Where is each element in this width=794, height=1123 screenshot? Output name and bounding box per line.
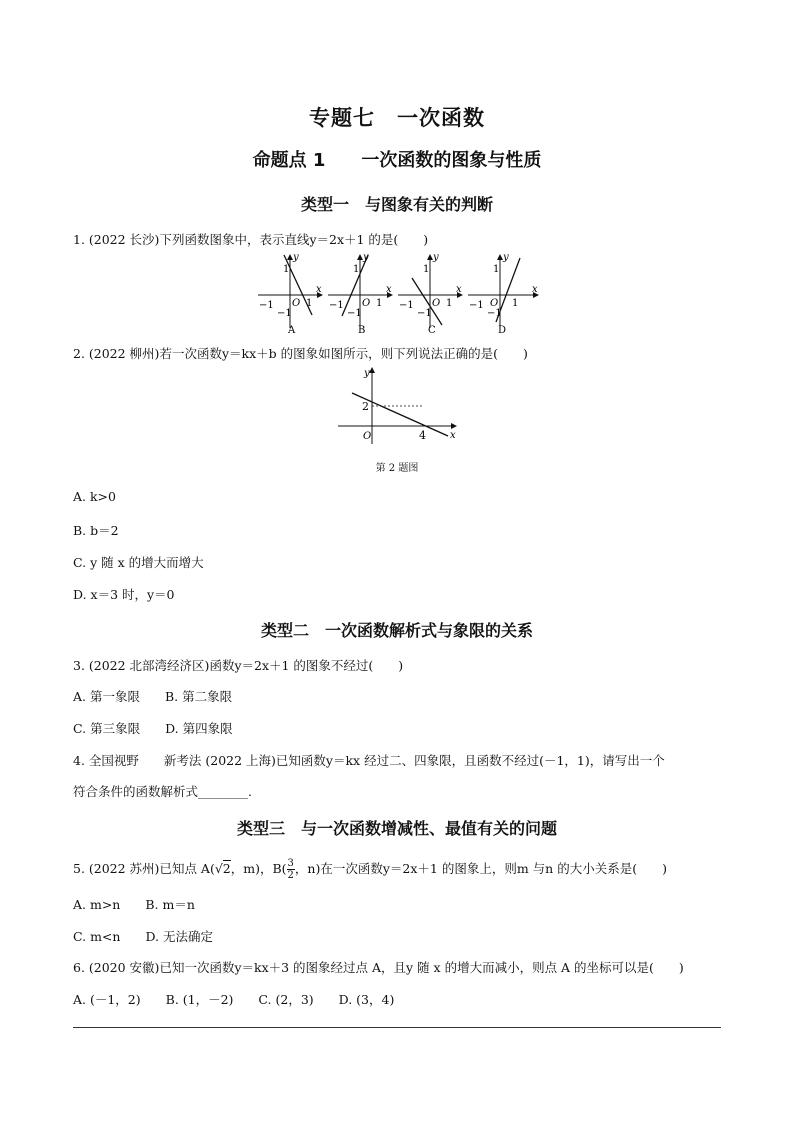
question-1-text: 1. (2022 长沙)下列函数图象中，表示直线y＝2x＋1 的是( ): [73, 232, 429, 247]
graph-b-tick-minus-one-y: −1: [347, 308, 362, 319]
graph-b-y-label: y: [363, 252, 369, 263]
graph-b-tick-one-x: 1: [376, 298, 383, 309]
question-2-origin: O: [363, 431, 372, 442]
graph-a-origin: O: [292, 298, 301, 309]
question-5-frac-den: 2: [287, 870, 294, 881]
graph-a-tick-minus-one-x: −1: [259, 300, 274, 311]
graph-b-origin: O: [362, 298, 371, 309]
question-2-x-intercept: 4: [419, 429, 426, 442]
question-4-line-1: 4. 全国视野 新考法 (2022 上海)已知函数y＝kx 经过二、四象限，且函数不经过(－1，1)，请写出一个: [73, 753, 665, 768]
graph-b-label: B: [358, 325, 366, 336]
graph-b: [328, 252, 392, 336]
section-heading-1: 类型一 与图象有关的判断: [300, 195, 493, 214]
question-6-options: A. (－1，2) B. (1，－2) C. (2，3) D. (3，4): [73, 992, 395, 1007]
graph-d-label: D: [498, 325, 507, 336]
graph-d-tick-minus-one-x: −1: [469, 300, 484, 311]
question-2-graph: [334, 364, 464, 446]
question-6-text: 6. (2020 安徽)已知一次函数y＝kx＋3 的图象经过点 A，且y 随 x 的增大而减小，则点 A 的坐标可以是( ): [73, 960, 684, 975]
page-title: 专题七 一次函数: [309, 106, 485, 130]
graph-c-tick-one-x: 1: [446, 298, 453, 309]
question-5-fraction: [287, 858, 295, 881]
question-5-frac-num: 3: [287, 858, 294, 869]
question-2-x-label: x: [450, 430, 456, 441]
graph-c-tick-one-y: 1: [423, 264, 430, 275]
question-5-options-row-2: C. m<n D. 无法确定: [73, 929, 213, 944]
section-heading-3: 类型三 与一次函数增减性、最值有关的问题: [236, 819, 557, 838]
question-5-suffix: ，n)在一次函数y＝2x＋1 的图象上，则m 与n 的大小关系是( ): [294, 861, 667, 876]
graph-b-tick-minus-one-x: −1: [329, 300, 344, 311]
question-5-prefix: 5. (2022 苏州)已知点 A(: [73, 861, 215, 876]
question-5-text: [73, 858, 667, 881]
graph-a-tick-one-y: 1: [283, 264, 290, 275]
question-1-graphs: [250, 250, 550, 340]
graph-b-tick-one-y: 1: [353, 264, 360, 275]
footer-rule: [73, 1027, 721, 1028]
question-2-option-b: B. b＝2: [73, 523, 119, 538]
question-2-y-label: y: [364, 368, 370, 379]
graph-d-y-label: y: [503, 252, 509, 263]
subtitle: 命题点 1 一次函数的图象与性质: [252, 150, 542, 171]
question-2-option-c: C. y 随 x 的增大而增大: [73, 555, 204, 570]
question-5-sqrt-arg: 2: [222, 861, 231, 876]
question-3-text: 3. (2022 北部湾经济区)函数y＝2x＋1 的图象不经过( ): [73, 658, 404, 673]
question-2-y-intercept: 2: [362, 400, 369, 413]
section-heading-2: 类型二 一次函数解析式与象限的关系: [260, 621, 533, 640]
question-5-mid: ，m)，B(: [230, 861, 287, 876]
graph-a-label: A: [288, 325, 296, 336]
graph-c-x-label: x: [456, 284, 462, 295]
graph-d-tick-one-x: 1: [512, 298, 519, 309]
graph-a-y-label: y: [293, 252, 299, 263]
graph-c-tick-minus-one-y: −1: [417, 308, 432, 319]
graph-c-label: C: [428, 325, 436, 336]
graph-d-x-label: x: [532, 284, 538, 295]
graph-c: [398, 252, 462, 336]
graph-a-x-label: x: [316, 284, 322, 295]
question-3-options-row-1: A. 第一象限 B. 第二象限: [73, 689, 233, 704]
question-2-text: 2. (2022 柳州)若一次函数y＝kx＋b 的图象如图所示，则下列说法正确的是( ): [73, 346, 528, 361]
question-2-caption: 第 2 题图: [375, 463, 419, 474]
graph-d-origin: O: [490, 298, 499, 309]
graph-c-origin: O: [432, 298, 441, 309]
sqrt-sign: √: [214, 861, 223, 876]
question-2-option-a: A. k>0: [73, 489, 116, 504]
question-3-options-row-2: C. 第三象限 D. 第四象限: [73, 721, 233, 736]
graph-b-x-label: x: [386, 284, 392, 295]
graph-a-tick-one-x: 1: [306, 298, 313, 309]
graph-c-tick-minus-one-x: −1: [399, 300, 414, 311]
graph-a-tick-minus-one-y: −1: [277, 308, 292, 319]
question-4-line-2: 符合条件的函数解析式________.: [73, 784, 252, 799]
graph-d-tick-minus-one-y: −1: [487, 308, 502, 319]
question-2-option-d: D. x＝3 时，y＝0: [73, 587, 175, 602]
question-5-options-row-1: A. m>n B. m＝n: [73, 897, 195, 912]
graph-a: [258, 252, 322, 336]
graph-c-y-label: y: [433, 252, 439, 263]
graph-d: [468, 252, 538, 336]
graph-d-tick-one-y: 1: [493, 264, 500, 275]
